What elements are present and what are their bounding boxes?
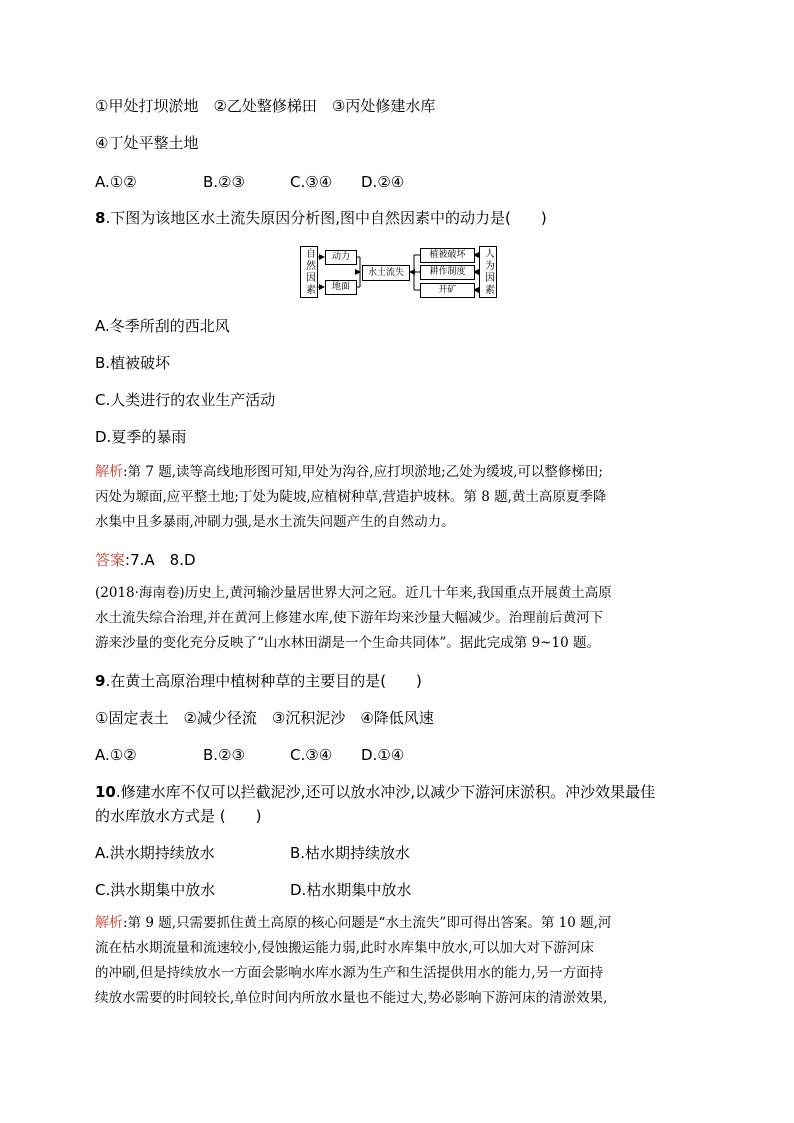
q9-items: ①固定表土 ②减少径流 ③沉积泥沙 ④降低风速: [95, 709, 434, 727]
q10-option-a: A.洪水期持续放水: [95, 844, 215, 862]
natural-factors-box: 自然因素: [300, 246, 318, 298]
q10-stem-line1: [95, 782, 655, 802]
analysis2-line2: 流在枯水期流量和流速较小,侵蚀搬运能力弱,此时水库集中放水,可以加大对下游河床: [95, 940, 594, 956]
q8-option-a: A.冬季所刮的西北风: [95, 317, 230, 335]
q10-number: 10: [95, 783, 116, 801]
q9-option-c: C.③④: [290, 746, 333, 764]
farming-system-box: 耕作制度: [420, 265, 475, 280]
vegetation-damage-box: 植被破坏: [420, 248, 475, 263]
soil-erosion-cause-diagram: [298, 244, 496, 298]
analysis1-label: 解析: [95, 464, 123, 480]
q7-option-c: C.③④: [290, 173, 333, 191]
answer1-text: :7.A 8.D: [125, 551, 196, 569]
q9-option-a: A.①②: [95, 746, 137, 764]
q8-option-b: B.植被破坏: [95, 354, 171, 372]
q9-option-d: D.①④: [361, 746, 405, 764]
analysis2-line4: 续放水需要的时间较长,单位时间内所放水量也不能过大,势必影响下游河床的清淤效果,: [95, 990, 608, 1006]
q9-stem-text: .在黄土高原治理中植树种草的主要目的是( ): [105, 672, 422, 690]
q8-option-c: C.人类进行的农业生产活动: [95, 391, 276, 409]
q7-option-a: A.①②: [95, 173, 137, 191]
terrain-box: 地面: [325, 280, 357, 295]
passage-line3: 游来沙量的变化充分反映了“山水林田湖是一个生命共同体”。据此完成第 9~10 题。: [95, 635, 600, 651]
human-factors-box: 人为因素: [479, 246, 497, 298]
analysis1-line1: 解析:第 7 题,读等高线地形图可知,甲处为沟谷,应打坝淤地;乙处为缓坡,可以整修梯田;: [95, 464, 603, 480]
q9-stem: [95, 671, 422, 691]
analysis1-line3: 水集中且多暴雨,冲刷力强,是水土流失问题产生的自然动力。: [95, 514, 455, 530]
q7-items-line2: ④丁处平整土地: [95, 134, 199, 152]
q10-stem-line2: 的水库放水方式是 ( ): [95, 807, 262, 825]
soil-erosion-box: 水土流失: [362, 265, 410, 281]
q10-option-b: B.枯水期持续放水: [290, 844, 411, 862]
q8-number: 8: [95, 209, 106, 227]
q10-stem-text: .修建水库不仅可以拦截泥沙,还可以放水冲沙,以减少下游河床淤积。冲沙效果最佳: [115, 783, 656, 801]
q10-option-d: D.枯水期集中放水: [290, 881, 412, 899]
passage-line2: 水土流失综合治理,并在黄河上修建水库,使下游年均来沙量大幅减少。治理前后黄河下: [95, 610, 604, 626]
q9-option-b: B.②③: [203, 746, 245, 764]
answer1: [95, 550, 196, 570]
q7-items-line1: ①甲处打坝淤地 ②乙处整修梯田 ③丙处修建水库: [95, 97, 436, 115]
answer1-label: 答案: [95, 551, 126, 569]
analysis2-line3: 的冲刷,但是持续放水一方面会影响水库水源为生产和生活提供用水的能力,另一方面持: [95, 965, 604, 981]
analysis2-label: 解析: [95, 915, 123, 931]
q10-option-c: C.洪水期集中放水: [95, 881, 216, 899]
q8-stem: [95, 208, 547, 228]
mining-box: 开矿: [420, 283, 475, 298]
dynamic-force-box: 动力: [325, 250, 357, 265]
analysis1-line2: 丙处为塬面,应平整土地;丁处为陡坡,应植树种草,营造护坡林。第 8 题,黄土高原夏季降: [95, 489, 607, 505]
q8-option-d: D.夏季的暴雨: [95, 428, 187, 446]
q7-option-d: D.②④: [361, 173, 405, 191]
analysis2-line1: 解析:第 9 题,只需要抓住黄土高原的核心问题是“水土流失”即可得出答案。第 10 题,河: [95, 915, 612, 931]
q9-number: 9: [95, 672, 106, 690]
passage-line1: (2018·海南卷)历史上,黄河输沙量居世界大河之冠。近几十年来,我国重点开展黄土高原: [95, 585, 612, 601]
q7-option-b: B.②③: [203, 173, 245, 191]
q8-stem-text: .下图为该地区水土流失原因分析图,图中自然因素中的动力是( ): [105, 209, 547, 227]
